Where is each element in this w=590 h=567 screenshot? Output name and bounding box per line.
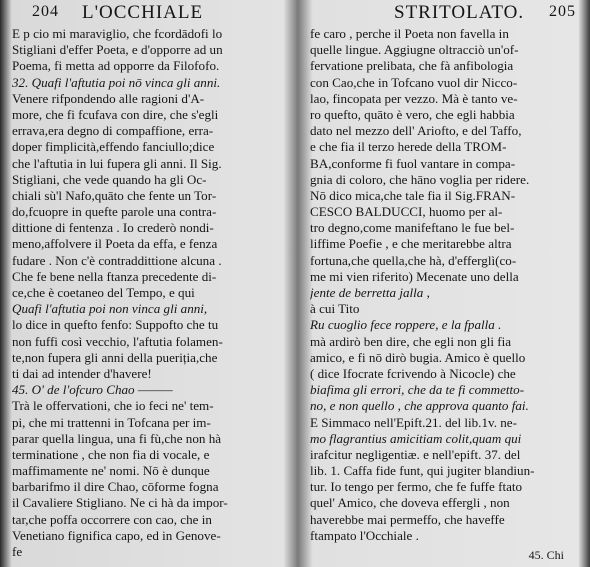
text-line: Stigliani, che vede quando ha gli Oc-	[12, 171, 207, 187]
text-line: Nō dico mica,che tale fia il Sig.FRAN-	[310, 187, 516, 203]
text-line: ftampato l'Occhiale .	[310, 527, 419, 543]
text-line: haverebbe mai permeffo, che haveffe	[310, 511, 505, 527]
text-line: fe	[12, 544, 23, 559]
text-line: fe caro , perche il Poeta non favella in	[310, 26, 509, 41]
text-line: biafima gli errori, che da te fi commetto-	[310, 382, 525, 398]
text-line: Poema, fi metta ad opporre da Filofofo.	[12, 58, 220, 74]
text-line: e che fia il terzo herede della TROM-	[310, 139, 507, 155]
text-line: E p cio mi maraviglio, che fcordādofi lo	[12, 26, 223, 41]
text-line: 32. Quafi l'aftutia poi nō vinca gli anni.	[12, 74, 221, 90]
left-running-title: L'OCCHIALE	[82, 2, 204, 23]
text-line: irafcitur negligentiæ. e nell'epift. 37. del	[310, 446, 521, 462]
text-line: amico, e fi nō dirò bugia. Amico è quello	[310, 349, 526, 365]
text-line: gnia di coloro, che hāno voglia per ridere.	[310, 171, 530, 187]
text-line: quel' Amico, che doveva effergli , non	[310, 495, 510, 511]
right-running-title: STRITOLATO.	[394, 2, 525, 23]
text-line: lao, fincopata per vezzo. Mà è tanto ve-	[310, 90, 518, 106]
text-line: dato nel mezzo dell' Ariofto, e del Taffo,	[310, 123, 522, 139]
catchword: 45. Chi	[528, 548, 564, 562]
text-line: lib. 1. Caffa fide funt, qui jugiter blandiun-	[310, 463, 535, 479]
text-line: E Simmaco nell'Epift.21. del lib.1v. ne-	[310, 414, 517, 430]
text-line: Venere rifpondendo alle ragioni d'A-	[12, 90, 205, 106]
text-line: fortuna,che quella,che hà, d'efferglì(co-	[310, 252, 517, 268]
text-line: Venetiano fignifica capo, ed in Genove-	[12, 527, 221, 543]
text-line: terminatione , che non fia di vocale, e	[12, 446, 210, 462]
text-line: liffime Poefie , e che meritarebbe altra	[310, 236, 512, 252]
text-line: errava,era degno di compaffione, erra-	[12, 123, 214, 139]
text-line: mo flagrantius amicitiam colit,quam qui	[310, 430, 522, 446]
text-line: meno,affolvere il Poeta da effa, e fenza	[12, 236, 218, 252]
text-line: quelle lingue. Aggiugne oltracciò un'of-	[310, 42, 519, 58]
text-line: ( dice Ifocrate fcrivendo à Nicocle) che	[310, 365, 516, 381]
right-page	[302, 0, 584, 567]
text-line: fudare . Non c'è contraddittione alcuna .	[12, 252, 222, 268]
text-line: Che fe bene nella ftanza precedente di-	[12, 268, 217, 284]
left-page-header	[8, 0, 288, 26]
text-line: lo dice in quefto fenfo: Suppofto che tu	[12, 317, 219, 333]
text-line: Quafi l'aftutia poi non vinca gli anni,	[12, 301, 208, 317]
text-line: barbarifmo il dire Chao, cōforme fogna	[12, 479, 219, 495]
text-line: do,fcuopre in quefte parole una contra-	[12, 204, 217, 220]
text-line: ro quefto, quāto è vero, che egli habbia	[310, 106, 515, 122]
text-line: BA,conforme fi fuol vantare in compa-	[310, 155, 516, 171]
text-line: ti dai ad intender d'havere!	[12, 365, 152, 381]
text-line: tro degno,come manifeftano le fue bel-	[310, 220, 515, 236]
text-line: Ru cuoglio fece roppere, e la fpalla .	[310, 317, 502, 333]
text-line: me mi vien riferito) Mecenate uno della	[310, 268, 519, 284]
text-line: dittione di fentenza . Io crederò nondi-	[12, 220, 214, 236]
text-line: doper fimplicità,effendo fanciullo;dice	[12, 139, 215, 155]
text-line: non fuffi così vecchio, l'aftutia folamen-	[12, 333, 223, 349]
text-line: ce,che è coetaneo del Tempo, e qui	[12, 285, 195, 300]
left-page-number: 204	[32, 3, 59, 20]
right-page-header	[302, 0, 584, 26]
text-line: à cui Tito	[310, 301, 360, 317]
text-line: il Cavaliere Stigliano. Ne ci hà da impor-	[12, 495, 228, 511]
text-line: pi, che mi trattenni in Tofcana per im-	[12, 414, 211, 430]
text-line: fervatione prelibata, che fà anfibologia	[310, 58, 514, 74]
text-line: che l'aftutia in lui fupera gli anni. Il Sig.	[12, 155, 222, 171]
text-line: 45. O' de l'ofcuro Chao ———	[12, 382, 173, 398]
text-line: jente de berretta jalla ,	[310, 285, 430, 300]
right-page-text	[302, 26, 584, 544]
text-line: tur. Io tengo per fermo, che fe fuffe ftato	[310, 479, 523, 495]
left-page-text	[8, 26, 288, 560]
text-line: con Cao,che in Tofcano vuol dir Nicco-	[310, 74, 518, 90]
text-line: parar quella lingua, una fi fù,che non hà	[12, 430, 222, 446]
text-line: tar,che poffa occorrere con cao, che in	[12, 511, 212, 527]
text-line: more, che fi fcufava con dire, che s'egli	[12, 106, 219, 122]
text-line: no, e non quello , che approva quanto fai.	[310, 398, 529, 414]
text-line: maffimamente ne' nomi. Nō è dunque	[12, 463, 210, 479]
text-line: Stigliani d'effer Poeta, e d'opporre ad un	[12, 42, 223, 58]
text-line: chiali sù'l Nafo,quāto che fente un Tor-	[12, 187, 217, 203]
text-line: CESCO BALDUCCI, huomo per al-	[310, 204, 503, 220]
text-line: mà ardirò ben dire, che egli non gli fia	[310, 333, 512, 349]
text-line: Trà le offervationi, che io feci ne' tem-	[12, 398, 214, 414]
left-page	[8, 0, 288, 567]
text-line: te,non fupera gli anni della pueriția,che	[12, 349, 218, 365]
right-page-number: 205	[549, 3, 576, 20]
